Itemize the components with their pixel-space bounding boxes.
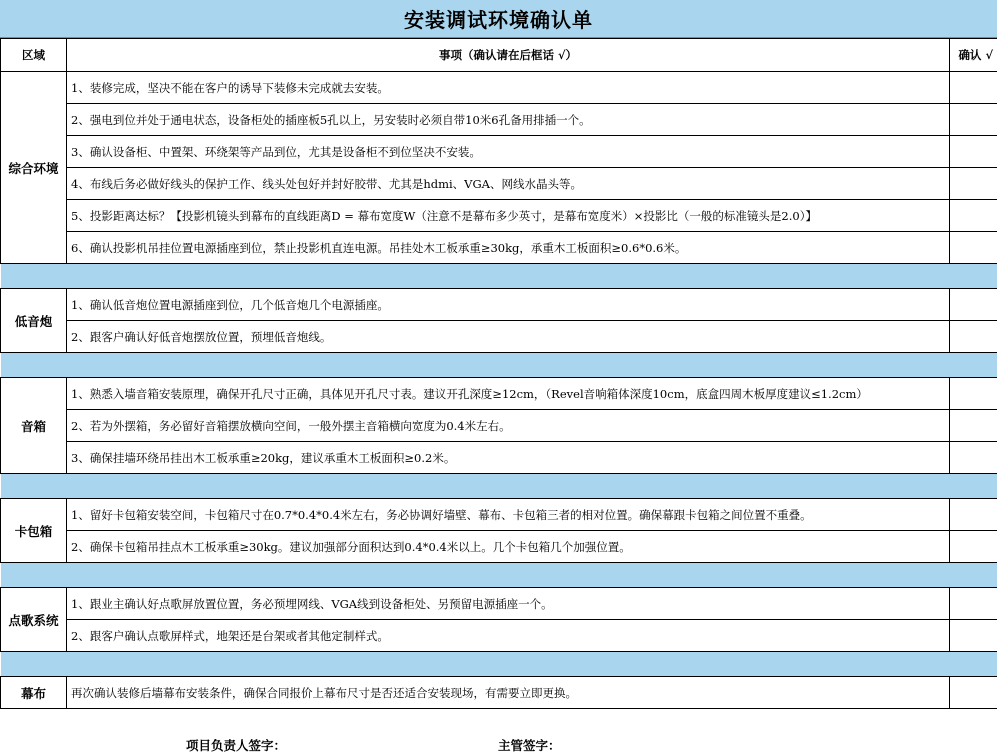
checklist-item: 2、跟客户确认点歌屏样式，地架还是台架或者其他定制样式。 [67,620,950,652]
checklist-item: 2、跟客户确认好低音炮摆放位置，预埋低音炮线。 [67,321,950,353]
confirm-cell[interactable] [950,72,997,104]
table-row [1,620,997,652]
confirm-cell[interactable] [950,499,997,531]
confirm-cell[interactable] [950,677,997,709]
confirm-cell[interactable] [950,410,997,442]
separator-band [1,652,997,677]
table-row [1,104,997,136]
separator-band [1,264,997,289]
table-row [1,588,997,620]
checklist-item: 3、确保挂墙环绕吊挂出木工板承重≥20kg，建议承重木工板面积≥0.2米。 [67,442,950,474]
table-row [1,168,997,200]
checklist-item: 2、确保卡包箱吊挂点木工板承重≥30kg。建议加强部分面积达到0.4*0.4米以上。几个卡包箱几个加强位置。 [67,531,950,563]
checklist-item: 2、强电到位并处于通电状态，设备柜处的插座板5孔以上，另安装时必须自带10米6孔备用排插一个。 [67,104,950,136]
header-item: 事项（确认请在后框话 √） [67,39,950,72]
confirm-cell[interactable] [950,531,997,563]
section-label: 综合环境 [1,72,67,264]
confirm-cell[interactable] [950,200,997,232]
section-separator [1,264,997,289]
checklist-item: 5、投影距离达标？【投影机镜头到幕布的直线距离D = 幕布宽度W（注意不是幕布多少英寸，是幕布宽度米）×投影比（一般的标准镜头是2.0）】 [67,200,950,232]
separator-band [1,474,997,499]
confirm-cell[interactable] [950,620,997,652]
confirm-cell[interactable] [950,136,997,168]
checklist-item: 4、布线后务必做好线头的保护工作、线头处包好并封好胶带、尤其是hdmi、VGA、网线水晶头等。 [67,168,950,200]
section-label: 低音炮 [1,289,67,353]
header-row [1,39,997,72]
table-row [1,200,997,232]
confirm-cell[interactable] [950,232,997,264]
checklist-item: 1、确认低音炮位置电源插座到位，几个低音炮几个电源插座。 [67,289,950,321]
checklist-item: 1、跟业主确认好点歌屏放置位置，务必预埋网线、VGA线到设备柜处、另预留电源插座一个。 [67,588,950,620]
checklist-item: 6、确认投影机吊挂位置电源插座到位，禁止投影机直连电源。吊挂处木工板承重≥30kg，承重木工板面积≥0.6*0.6米。 [67,232,950,264]
table-row [1,232,997,264]
project-lead-signature-label: 项目负责人签字： [186,738,287,753]
section-separator [1,652,997,677]
checklist-item: 再次确认装修后墙幕布安装条件，确保合同报价上幕布尺寸是否还适合安装现场，有需要立即更换。 [67,677,950,709]
header-confirm: 确认 √ [950,39,997,72]
supervisor-signature-label: 主管签字： [498,738,561,753]
confirm-cell[interactable] [950,321,997,353]
checklist-table [0,38,997,709]
table-row [1,531,997,563]
section-separator [1,353,997,378]
checklist-item: 2、若为外摆箱，务必留好音箱摆放横向空间，一般外摆主音箱横向宽度为0.4米左右。 [67,410,950,442]
checklist-item: 1、装修完成，坚决不能在客户的诱导下装修未完成就去安装。 [67,72,950,104]
checklist-item: 1、熟悉入墙音箱安装原理，确保开孔尺寸正确，具体见开孔尺寸表。建议开孔深度≥12cm，（Revel音响箱体深度10cm，底盒四周木板厚度建议≤1.2cm） [67,378,950,410]
table-row [1,410,997,442]
table-row [1,136,997,168]
section-label: 点歌系统 [1,588,67,652]
table-row [1,321,997,353]
table-row [1,289,997,321]
confirm-cell[interactable] [950,104,997,136]
section-label: 音箱 [1,378,67,474]
table-row [1,378,997,410]
confirm-cell[interactable] [950,289,997,321]
confirm-cell[interactable] [950,378,997,410]
confirm-cell[interactable] [950,168,997,200]
table-row [1,677,997,709]
separator-band [1,353,997,378]
section-label: 幕布 [1,677,67,709]
header-area: 区域 [1,39,67,72]
table-row [1,499,997,531]
confirm-cell[interactable] [950,588,997,620]
section-separator [1,474,997,499]
separator-band [1,563,997,588]
section-label: 卡包箱 [1,499,67,563]
table-row [1,442,997,474]
confirm-cell[interactable] [950,442,997,474]
checklist-item: 1、留好卡包箱安装空间，卡包箱尺寸在0.7*0.4*0.4米左右，务必协调好墙壁、幕布、卡包箱三者的相对位置。确保幕跟卡包箱之间位置不重叠。 [67,499,950,531]
signature-footer [0,734,997,756]
sheet-title: 安装调试环境确认单 [0,0,997,38]
checklist-item: 3、确认设备柜、中置架、环绕架等产品到位，尤其是设备柜不到位坚决不安装。 [67,136,950,168]
section-separator [1,563,997,588]
table-row [1,72,997,104]
